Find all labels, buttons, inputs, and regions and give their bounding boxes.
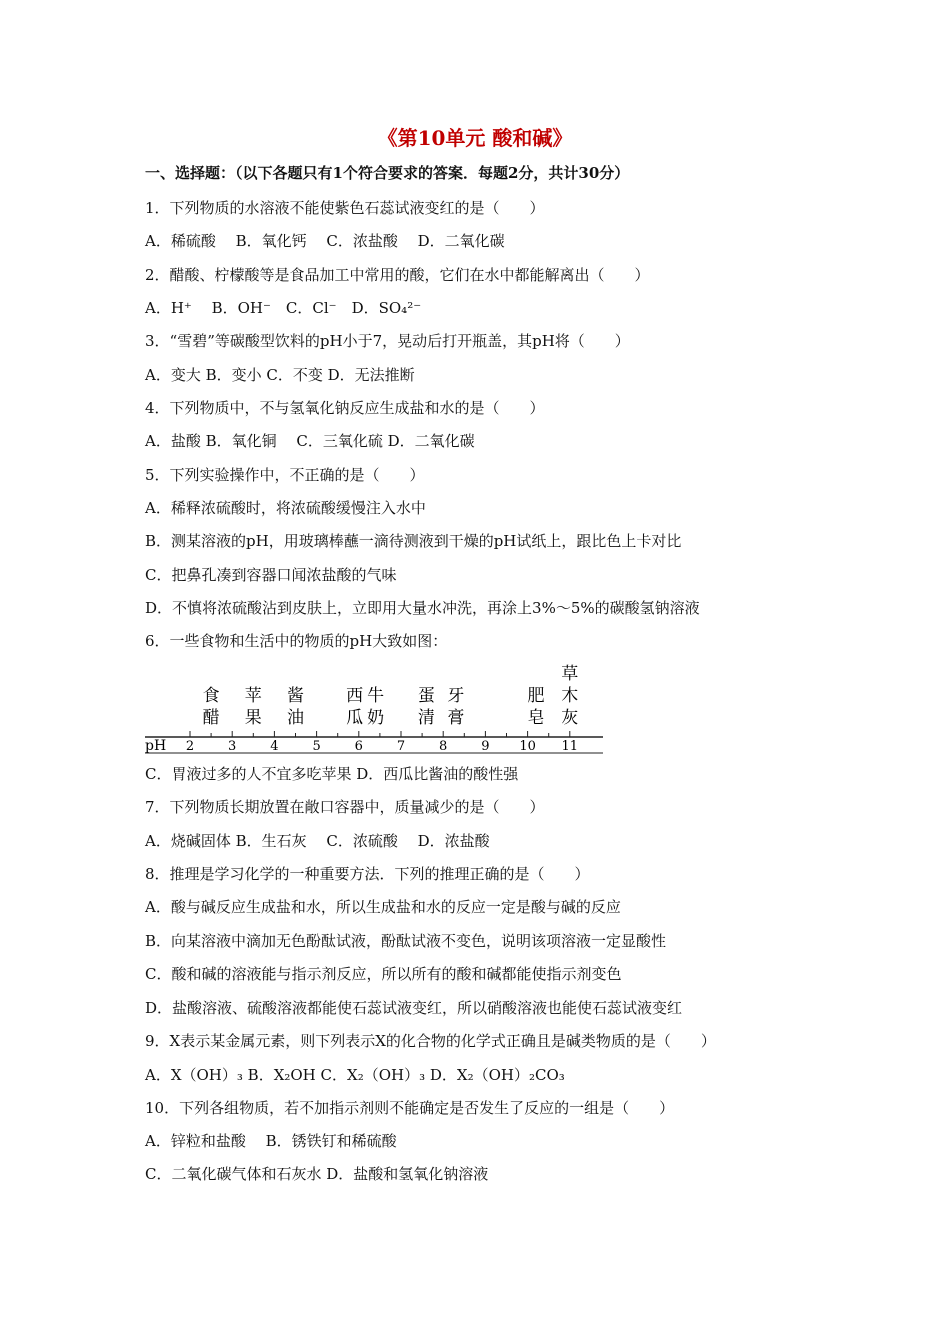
- ph-item-label: 草: [561, 664, 579, 684]
- text-line: 5．下列实验操作中，不正确的是（ ）: [145, 466, 425, 484]
- ph-tick-label: 8: [439, 739, 448, 754]
- ph-scale-figure: [145, 657, 605, 757]
- text-line: C．二氧化碳气体和石灰水 D．盐酸和氢氧化钠溶液: [145, 1165, 489, 1183]
- text-line: A．X（OH）₃ B．X₂OH C．X₂（OH）₃ D．X₂（OH）₂CO₃: [145, 1066, 565, 1084]
- text-line: 6．一些食物和生活中的物质的pH大致如图：: [145, 632, 448, 650]
- ph-tick-label: 7: [396, 739, 406, 754]
- ph-item-label: 食: [202, 686, 220, 706]
- text-line: 10．下列各组物质，若不加指示剂则不能确定是否发生了反应的一组是（ ）: [145, 1099, 675, 1117]
- text-line: 2．醋酸、柠檬酸等是食品加工中常用的酸，它们在水中都能解离出（ ）: [145, 266, 650, 284]
- document-title: 《第10单元 酸和碱》: [377, 126, 573, 150]
- text-line: C．酸和碱的溶液能与指示剂反应，所以所有的酸和碱都能使指示剂变色: [145, 965, 622, 983]
- text-line: A．锌粒和盐酸 B．锈铁钉和稀硫酸: [145, 1132, 397, 1150]
- ph-tick-label: 3: [228, 739, 237, 754]
- text-line: 3．“雪碧”等碳酸型饮料的pH小于7，晃动后打开瓶盖，其pH将（ ）: [145, 332, 630, 350]
- ph-item-label: 瓜: [346, 708, 364, 728]
- text-line: C．胃液过多的人不宜多吃苹果 D．西瓜比酱油的酸性强: [145, 765, 519, 783]
- ph-item-label: 牛: [367, 686, 385, 706]
- ph-item-label: 蛋: [417, 686, 435, 706]
- ph-item-label: 肥: [527, 686, 545, 706]
- text-line: A．H⁺ B．OH⁻ C．Cl⁻ D．SO₄²⁻: [145, 299, 422, 317]
- text-line: A．酸与碱反应生成盐和水，所以生成盐和水的反应一定是酸与碱的反应: [145, 898, 621, 916]
- ph-item-label: 皂: [527, 708, 545, 728]
- text-line: B．测某溶液的pH，用玻璃棒蘸一滴待测液到干燥的pH试纸上，跟比色上卡对比: [145, 532, 682, 550]
- text-line: 7．下列物质长期放置在敞口容器中，质量减少的是（ ）: [145, 798, 545, 816]
- text-line: 4．下列物质中，不与氢氧化钠反应生成盐和水的是（ ）: [145, 399, 545, 417]
- chart-background: [145, 657, 605, 757]
- ph-tick-label: 11: [561, 739, 579, 754]
- text-line: A．烧碱固体 B．生石灰 C．浓硫酸 D．浓盐酸: [145, 832, 490, 850]
- ph-axis-label: pH: [145, 738, 167, 754]
- ph-item-label: 牙: [447, 686, 465, 706]
- text-line: B．向某溶液中滴加无色酚酞试液，酚酞试液不变色，说明该项溶液一定显酸性: [145, 932, 667, 950]
- text-line: D．盐酸溶液、硫酸溶液都能使石蕊试液变红，所以硝酸溶液也能使石蕊试液变红: [145, 999, 683, 1017]
- ph-item-label: 酱: [287, 686, 304, 706]
- text-line: A．盐酸 B．氧化铜 C．三氧化硫 D．二氧化碳: [145, 432, 475, 450]
- ph-item-label: 木: [561, 686, 579, 706]
- ph-tick-label: 5: [312, 739, 321, 754]
- text-line: D．不慎将浓硫酸沾到皮肤上，立即用大量水冲洗，再涂上3%～5%的碳酸氢钠溶液: [145, 599, 700, 617]
- ph-tick-label: 9: [481, 739, 490, 754]
- text-line: A．稀硫酸 B．氧化钙 C．浓盐酸 D．二氧化碳: [145, 232, 505, 250]
- text-line: 1．下列物质的水溶液不能使紫色石蕊试液变红的是（ ）: [145, 199, 545, 217]
- ph-tick-label: 2: [185, 739, 195, 754]
- ph-item-label: 果: [244, 708, 262, 728]
- text-line: 9．X表示某金属元素，则下列表示X的化合物的化学式正确且是碱类物质的是（ ）: [145, 1032, 716, 1050]
- ph-item-label: 西: [346, 686, 364, 706]
- text-line: A．稀释浓硫酸时，将浓硫酸缓慢注入水中: [145, 499, 426, 517]
- text-line: C．把鼻孔凑到容器口闻浓盐酸的气味: [145, 566, 397, 584]
- ph-item-label: 清: [417, 708, 435, 728]
- ph-item-label: 醋: [202, 708, 220, 728]
- ph-item-label: 奶: [367, 708, 385, 728]
- text-line: 8．推理是学习化学的一种重要方法．下列的推理正确的是（ ）: [145, 865, 590, 883]
- ph-tick-label: 6: [354, 739, 363, 754]
- ph-item-label: 灰: [561, 708, 579, 728]
- ph-item-label: 苹: [244, 686, 262, 706]
- ph-tick-label: 10: [519, 739, 536, 754]
- ph-item-label: 油: [287, 708, 304, 728]
- section-heading: 一、选择题：（以下各题只有1个符合要求的答案．每题2分，共计30分）: [145, 164, 630, 182]
- ph-tick-label: 4: [270, 739, 279, 754]
- text-line: A．变大 B．变小 C．不变 D．无法推断: [145, 366, 415, 384]
- ph-item-label: 膏: [447, 708, 465, 728]
